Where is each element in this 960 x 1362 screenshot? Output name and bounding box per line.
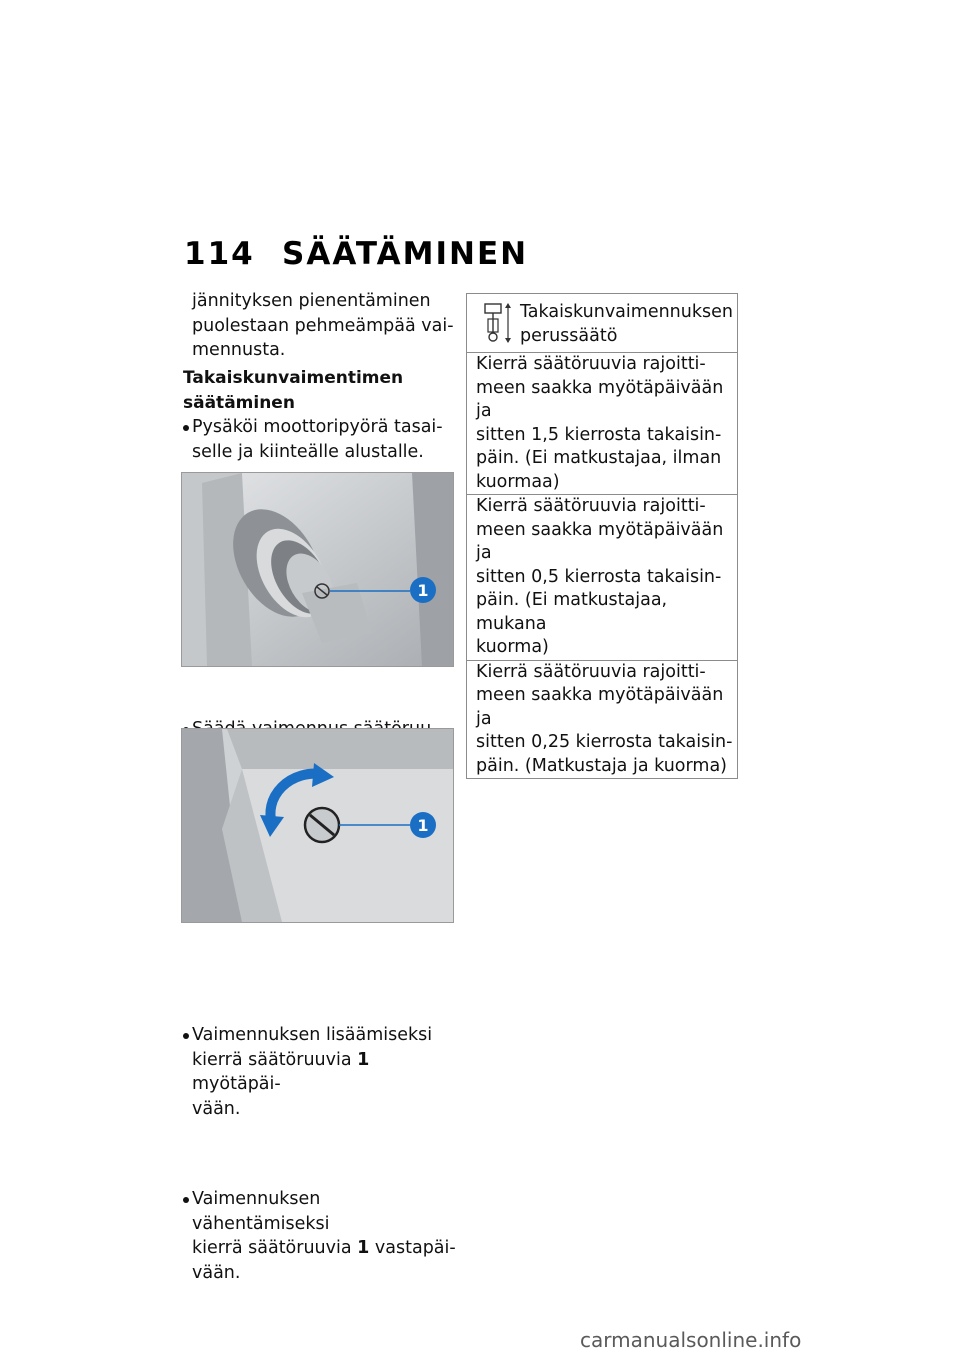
bullet-line: Pysäköi moottoripyörä tasai- — [192, 417, 443, 437]
watermark[interactable]: carmanualsonline.info — [580, 1328, 802, 1352]
bullet-line: vään. — [192, 1262, 241, 1283]
shock-absorber-illustration — [182, 473, 453, 666]
intro-line: puolestaan pehmeämpää vai- — [192, 315, 454, 336]
chapter-title: SÄÄTÄMINEN — [282, 236, 529, 272]
section-heading — [183, 366, 453, 415]
bullet-decrease — [183, 1187, 462, 1285]
table-row: Kierrä säätöruuvia rajoitti- meen saakka myötäpäivään ja sitten 0,25 kierrosta takaisin- päin. (Matkustaja ja kuorma) — [467, 660, 737, 779]
adjuster-screw-photo — [181, 728, 454, 923]
bullet-line: kierrä säätöruuvia 1 myötäpäi- — [192, 1049, 370, 1094]
heading-line: Takaiskunvaimentimen — [183, 368, 404, 388]
heading-line: säätäminen — [183, 392, 295, 413]
bullet-increase — [183, 1023, 462, 1121]
shock-absorber-icon — [481, 302, 513, 344]
bullet-line: kierrä säätöruuvia 1 vastapäi- — [192, 1238, 456, 1258]
table-title-line: Takaiskunvaimennuksen — [520, 302, 733, 322]
table-row: Kierrä säätöruuvia rajoitti- meen saakka myötäpäivään ja sitten 1,5 kierrosta takaisin- päin. (Ei matkustajaa, ilman kuormaa) — [467, 352, 737, 494]
bullet-line: selle ja kiinteälle alustalle. — [192, 441, 424, 462]
photo2-callout: 1 — [417, 816, 429, 835]
intro-line: jännityksen pienentäminen — [192, 291, 431, 311]
shock-absorber-photo — [181, 472, 454, 667]
adjuster-illustration — [182, 729, 453, 922]
bullet-park — [183, 415, 462, 464]
table-header — [467, 294, 737, 352]
bullet-line: Vaimennuksen lisäämiseksi — [192, 1025, 433, 1045]
photo1-callout: 1 — [417, 581, 429, 600]
bullet-line: vään. — [192, 1098, 241, 1119]
page-number: 114 — [184, 236, 255, 272]
table-title — [520, 300, 733, 348]
damping-settings-table — [466, 293, 738, 779]
table-title-line: perussäätö — [520, 326, 618, 346]
bullet-line: Vaimennuksen vähentämiseksi — [192, 1189, 330, 1234]
intro-paragraph — [183, 289, 462, 363]
intro-line: mennusta. — [192, 340, 286, 360]
table-row: Kierrä säätöruuvia rajoitti- meen saakka myötäpäivään ja sitten 0,5 kierrosta takaisin- päin. (Ei matkustajaa, mukana kuorma) — [467, 494, 737, 660]
